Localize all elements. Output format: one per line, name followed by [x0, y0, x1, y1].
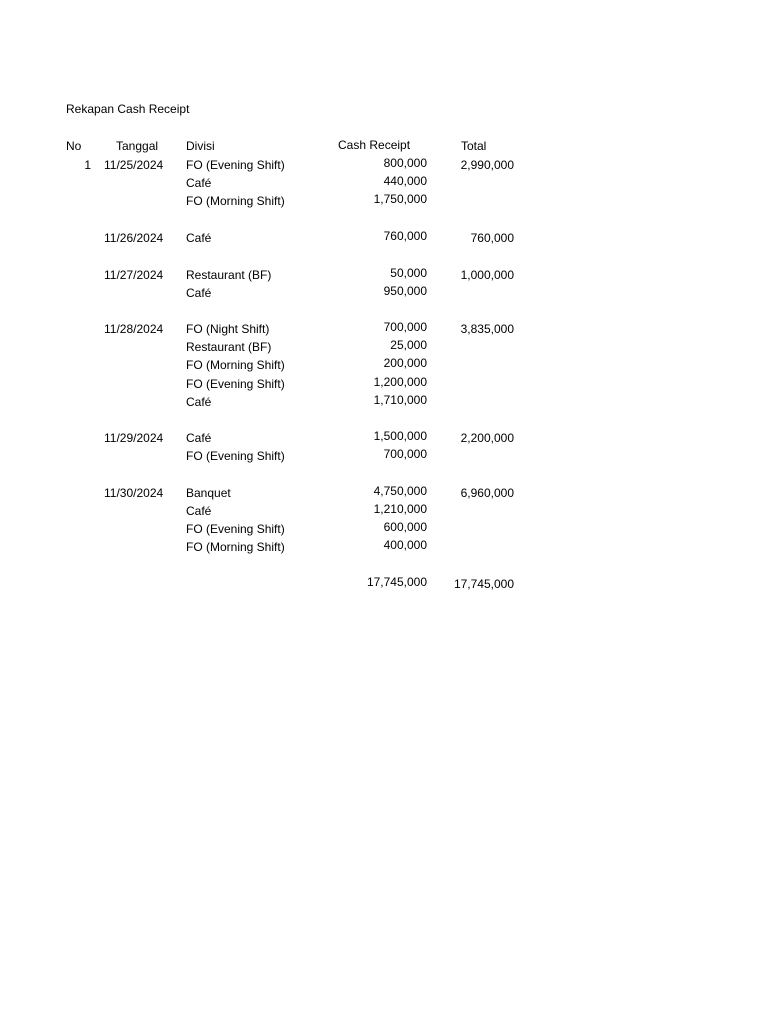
row-cash-receipt: 600,000 [383, 520, 427, 534]
header-cash-receipt: Cash Receipt [338, 138, 411, 152]
row-divisi: Café [186, 176, 212, 190]
table-row [0, 540, 768, 558]
grand-total: 17,745,000 [453, 577, 514, 591]
row-cash-receipt: 1,500,000 [373, 429, 427, 443]
table-row [0, 449, 768, 467]
row-divisi: FO (Morning Shift) [186, 540, 285, 554]
row-no: 1 [84, 158, 91, 172]
table-row [0, 286, 768, 304]
row-cash-receipt: 1,210,000 [373, 502, 427, 516]
grand-total-cash-receipt: 17,745,000 [366, 575, 427, 589]
row-tanggal: 11/29/2024 [104, 431, 164, 445]
row-divisi: FO (Night Shift) [186, 322, 270, 336]
row-cash-receipt: 800,000 [383, 156, 427, 170]
row-divisi: Café [186, 286, 212, 300]
row-divisi: Restaurant (BF) [186, 340, 272, 354]
row-divisi: FO (Evening Shift) [186, 449, 285, 463]
row-divisi: FO (Evening Shift) [186, 377, 285, 391]
row-cash-receipt: 440,000 [383, 174, 427, 188]
row-cash-receipt: 1,750,000 [373, 192, 427, 206]
row-divisi: FO (Evening Shift) [186, 158, 285, 172]
row-divisi: Café [186, 231, 212, 245]
table-row [0, 358, 768, 376]
row-cash-receipt: 760,000 [383, 229, 427, 243]
row-tanggal: 11/27/2024 [104, 268, 164, 282]
header-total: Total [461, 139, 487, 153]
table-row [0, 231, 768, 249]
row-total: 6,960,000 [460, 486, 514, 500]
row-cash-receipt: 700,000 [383, 320, 427, 334]
row-tanggal: 11/28/2024 [104, 322, 164, 336]
row-cash-receipt: 950,000 [383, 284, 427, 298]
row-divisi: FO (Evening Shift) [186, 522, 285, 536]
row-total: 2,990,000 [460, 158, 514, 172]
table-row [0, 322, 768, 340]
row-tanggal: 11/25/2024 [104, 158, 164, 172]
header-divisi: Divisi [186, 139, 215, 153]
row-divisi: Café [186, 431, 212, 445]
row-divisi: FO (Morning Shift) [186, 194, 285, 208]
grand-total-row [0, 577, 768, 595]
header-no: No [66, 139, 82, 153]
row-divisi: Café [186, 504, 212, 518]
row-cash-receipt: 1,200,000 [373, 375, 427, 389]
row-cash-receipt: 25,000 [390, 338, 427, 352]
row-tanggal: 11/26/2024 [104, 231, 164, 245]
row-total: 3,835,000 [460, 322, 514, 336]
row-cash-receipt: 400,000 [383, 538, 427, 552]
row-total: 2,200,000 [460, 431, 514, 445]
row-cash-receipt: 4,750,000 [373, 484, 427, 498]
row-divisi: Restaurant (BF) [186, 268, 272, 282]
sheet-title: Rekapan Cash Receipt [66, 102, 190, 116]
table-row [0, 194, 768, 212]
row-total: 1,000,000 [460, 268, 514, 282]
row-tanggal: 11/30/2024 [104, 486, 164, 500]
table-row [0, 395, 768, 413]
row-cash-receipt: 700,000 [383, 447, 427, 461]
row-cash-receipt: 1,710,000 [373, 393, 427, 407]
row-total: 760,000 [470, 231, 514, 245]
row-divisi: FO (Morning Shift) [186, 358, 285, 372]
row-divisi: Banquet [186, 486, 231, 500]
row-cash-receipt: 50,000 [390, 266, 427, 280]
row-cash-receipt: 200,000 [383, 356, 427, 370]
row-divisi: Café [186, 395, 212, 409]
header-tanggal: Tanggal [116, 139, 159, 153]
